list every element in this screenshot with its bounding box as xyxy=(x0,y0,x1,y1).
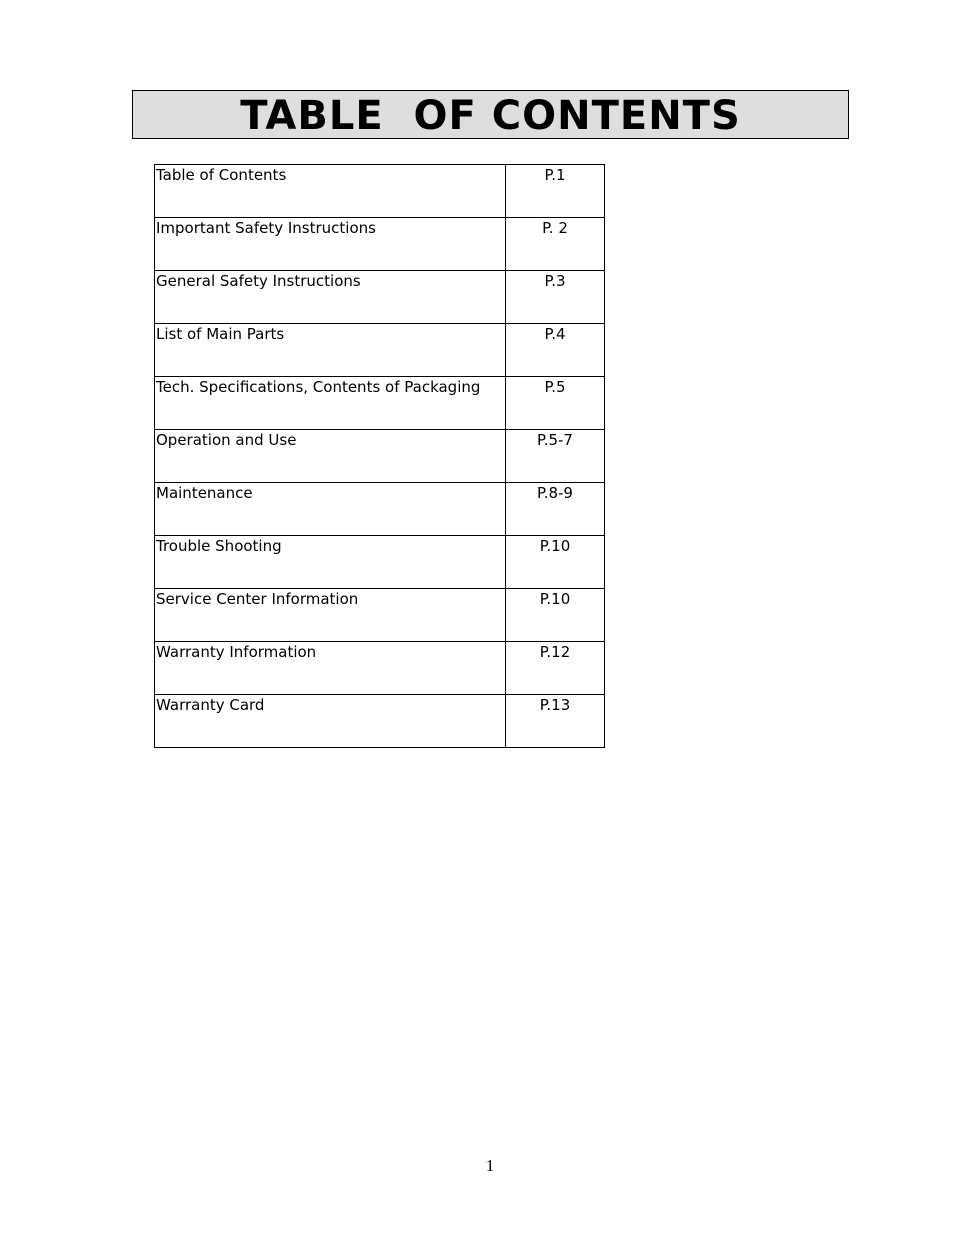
toc-body xyxy=(155,165,605,748)
table-row xyxy=(155,218,605,271)
toc-entry-title: Warranty Card xyxy=(155,695,506,748)
table-row xyxy=(155,271,605,324)
toc-entry-title: Service Center Information xyxy=(155,589,506,642)
toc-entry-page: P.1 xyxy=(506,165,605,218)
table-row xyxy=(155,589,605,642)
toc-entry-page: P.13 xyxy=(506,695,605,748)
table-row xyxy=(155,483,605,536)
toc-entry-page: P. 2 xyxy=(506,218,605,271)
toc-entry-title: Table of Contents xyxy=(155,165,506,218)
page-number: 1 xyxy=(485,1156,495,1175)
toc-entry-page: P.3 xyxy=(506,271,605,324)
table-row xyxy=(155,430,605,483)
toc-entry-title: Warranty Information xyxy=(155,642,506,695)
toc-entry-title: Maintenance xyxy=(155,483,506,536)
toc-entry-page: P.10 xyxy=(506,589,605,642)
table-row xyxy=(155,324,605,377)
toc-entry-page: P.4 xyxy=(506,324,605,377)
table-of-contents xyxy=(154,164,605,748)
toc-entry-title: General Safety Instructions xyxy=(155,271,506,324)
table-row xyxy=(155,536,605,589)
toc-entry-title: Tech. Specifications, Contents of Packaging xyxy=(155,377,506,430)
toc-entry-page: P.10 xyxy=(506,536,605,589)
table-row xyxy=(155,642,605,695)
toc-entry-title: Important Safety Instructions xyxy=(155,218,506,271)
table-row xyxy=(155,165,605,218)
toc-entry-title: Trouble Shooting xyxy=(155,536,506,589)
page-title: TABLE OF CONTENTS xyxy=(240,92,741,139)
table-row xyxy=(155,695,605,748)
toc-entry-page: P.5 xyxy=(506,377,605,430)
toc-entry-title: List of Main Parts xyxy=(155,324,506,377)
toc-entry-page: P.12 xyxy=(506,642,605,695)
table-row xyxy=(155,377,605,430)
toc-entry-title: Operation and Use xyxy=(155,430,506,483)
toc-entry-page: P.8-9 xyxy=(506,483,605,536)
toc-entry-page: P.5-7 xyxy=(506,430,605,483)
title-banner xyxy=(132,90,849,139)
